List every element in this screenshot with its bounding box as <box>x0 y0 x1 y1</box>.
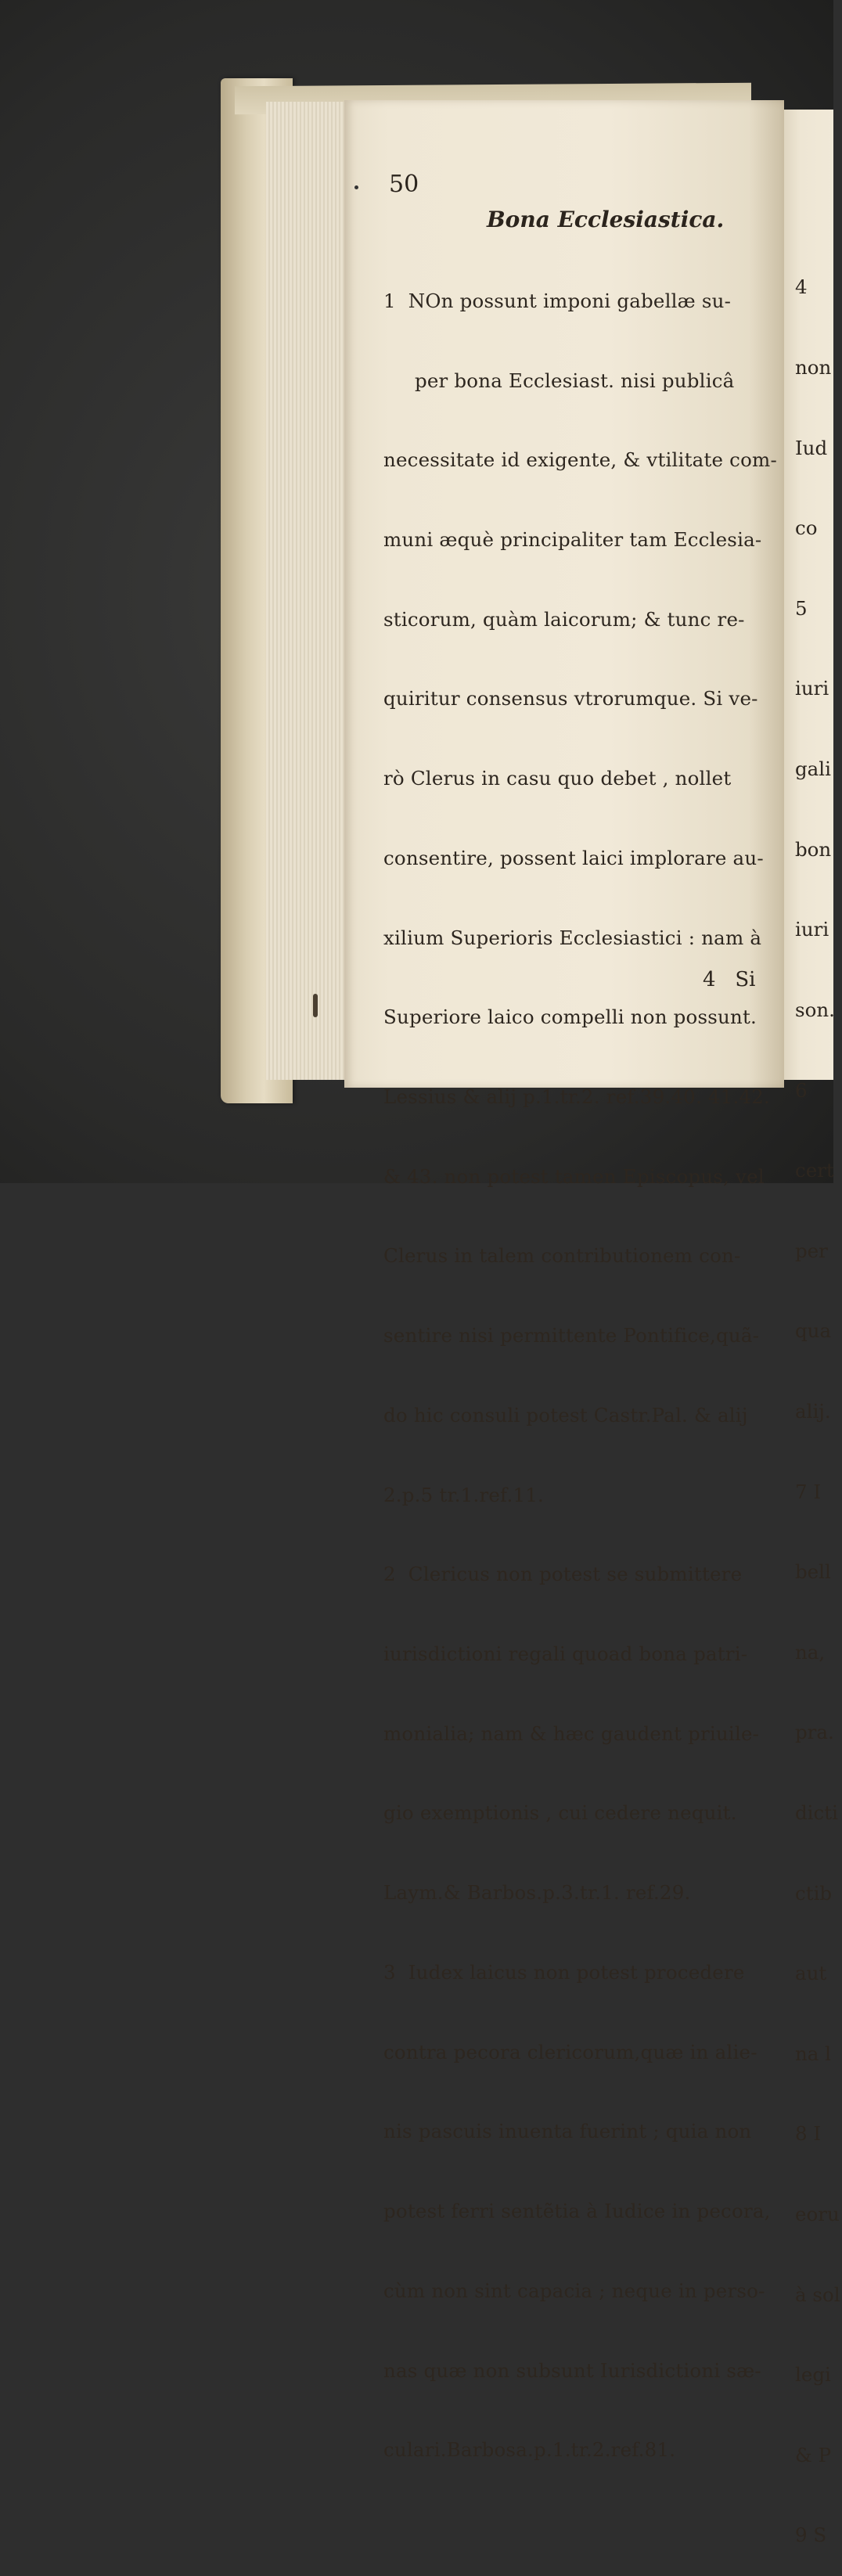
facing-line: 5 <box>795 596 808 620</box>
facing-line: gali <box>795 757 831 781</box>
text-line: rò Clerus in casu quo debet , nollet <box>383 767 732 790</box>
text-line: Clerus in talem contributionem con- <box>383 1244 741 1268</box>
text-line: 2 Clericus non potest se submittere <box>383 1563 743 1586</box>
text-line: 1 NOn possunt imponi gabellæ su- <box>383 289 732 312</box>
text-line: monialia; nam & hæc gaudent priuile- <box>383 1722 760 1745</box>
text-line: per bona Ecclesiast. nisi publicâ <box>383 369 735 392</box>
text-line: nas quæ non subsunt Iurisdictioni sæ- <box>383 2358 761 2382</box>
page-number: 50 <box>389 171 419 198</box>
facing-line: eoru <box>795 2203 840 2226</box>
catchword: 4 Si <box>703 968 756 991</box>
text-line: sentire nisi permittente Pontifice,quã- <box>383 1324 760 1347</box>
facing-line: co <box>795 516 818 540</box>
facing-page-text <box>795 221 842 2576</box>
text-line: contra pecora clericorum,quæ in alie- <box>383 2040 757 2063</box>
facing-line: legi <box>795 2363 831 2387</box>
facing-line: cert <box>795 1159 834 1182</box>
facing-line: Iud <box>795 436 828 459</box>
facing-line: & P <box>795 2443 832 2466</box>
text-line: Laym.& Barbos.p.3.tr.1. ref.29. <box>383 1881 691 1905</box>
facing-line: 7 I <box>795 1480 822 1503</box>
text-line: culari.Barbosa.p.1.tr.2.ref.81. <box>383 2438 676 2462</box>
facing-line: bon <box>795 837 832 861</box>
page-edges <box>266 102 352 1080</box>
text-line: & 43. non potest tamen Episcopus, vel <box>383 1164 765 1188</box>
text-line: gio exemptionis , cui cedere nequit. <box>383 1801 737 1825</box>
text-line: quiritur consensus vtrorumque. Si ve- <box>383 687 758 711</box>
text-line: potest ferri sentẽtia à Iudice in pecora, <box>383 2200 771 2223</box>
text-line: Lessius & alij p.1.tr.2. ref.39.40. 41.42. <box>383 1085 771 1108</box>
text-line: xilium Superioris Ecclesiastici : nam à <box>383 926 762 949</box>
running-title: Bona Ecclesiastica. <box>487 207 725 232</box>
body-text <box>383 235 775 2490</box>
text-line: muni æquè principaliter tam Ecclesia- <box>383 527 762 551</box>
facing-line: 9 S <box>795 2524 827 2547</box>
binding-nail-mark <box>313 994 318 1017</box>
text-line: do hic consuli potest Castr.Pal. & alij <box>383 1403 748 1427</box>
facing-line: per <box>795 1239 828 1262</box>
facing-line: dicti <box>795 1801 838 1824</box>
facing-line: 6 <box>795 1078 808 1102</box>
facing-line: aut <box>795 1962 827 1985</box>
text-line: consentire, possent laici implorare au- <box>383 846 764 869</box>
facing-line: qua <box>795 1319 832 1343</box>
facing-line: son. <box>795 998 835 1021</box>
text-line: 2.p.5 tr.1.ref.11. <box>383 1483 545 1506</box>
facing-line: alij. <box>795 1399 831 1423</box>
text-line: nis pascuis inuenta fuerint ; quia non <box>383 2120 752 2143</box>
text-line: sticorum, quàm laicorum; & tunc re- <box>383 607 745 631</box>
text-line: cùm non sint capacia ; neque in perso- <box>383 2279 765 2302</box>
facing-line: iuri <box>795 918 829 941</box>
facing-line: 4 <box>795 275 808 299</box>
facing-line: non <box>795 356 832 380</box>
facing-line: na, <box>795 1640 826 1664</box>
text-line: necessitate id exigente, & vtilitate com- <box>383 448 777 472</box>
facing-line: bell <box>795 1560 831 1584</box>
text-line: iurisdictioni regali quoad bona patri- <box>383 1642 748 1666</box>
facing-line: ctib <box>795 1881 833 1905</box>
text-line: Superiore laico compelli non possunt. <box>383 1006 757 1029</box>
facing-line: à sol <box>795 2283 840 2306</box>
facing-line: na l <box>795 2042 832 2065</box>
facing-line: iuri <box>795 677 829 700</box>
ink-dot <box>354 185 358 189</box>
facing-line: pra. <box>795 1721 834 1744</box>
text-line: 3 Iudex laicus non potest procedere <box>383 1960 745 1984</box>
facing-line: 8 I <box>795 2122 822 2146</box>
